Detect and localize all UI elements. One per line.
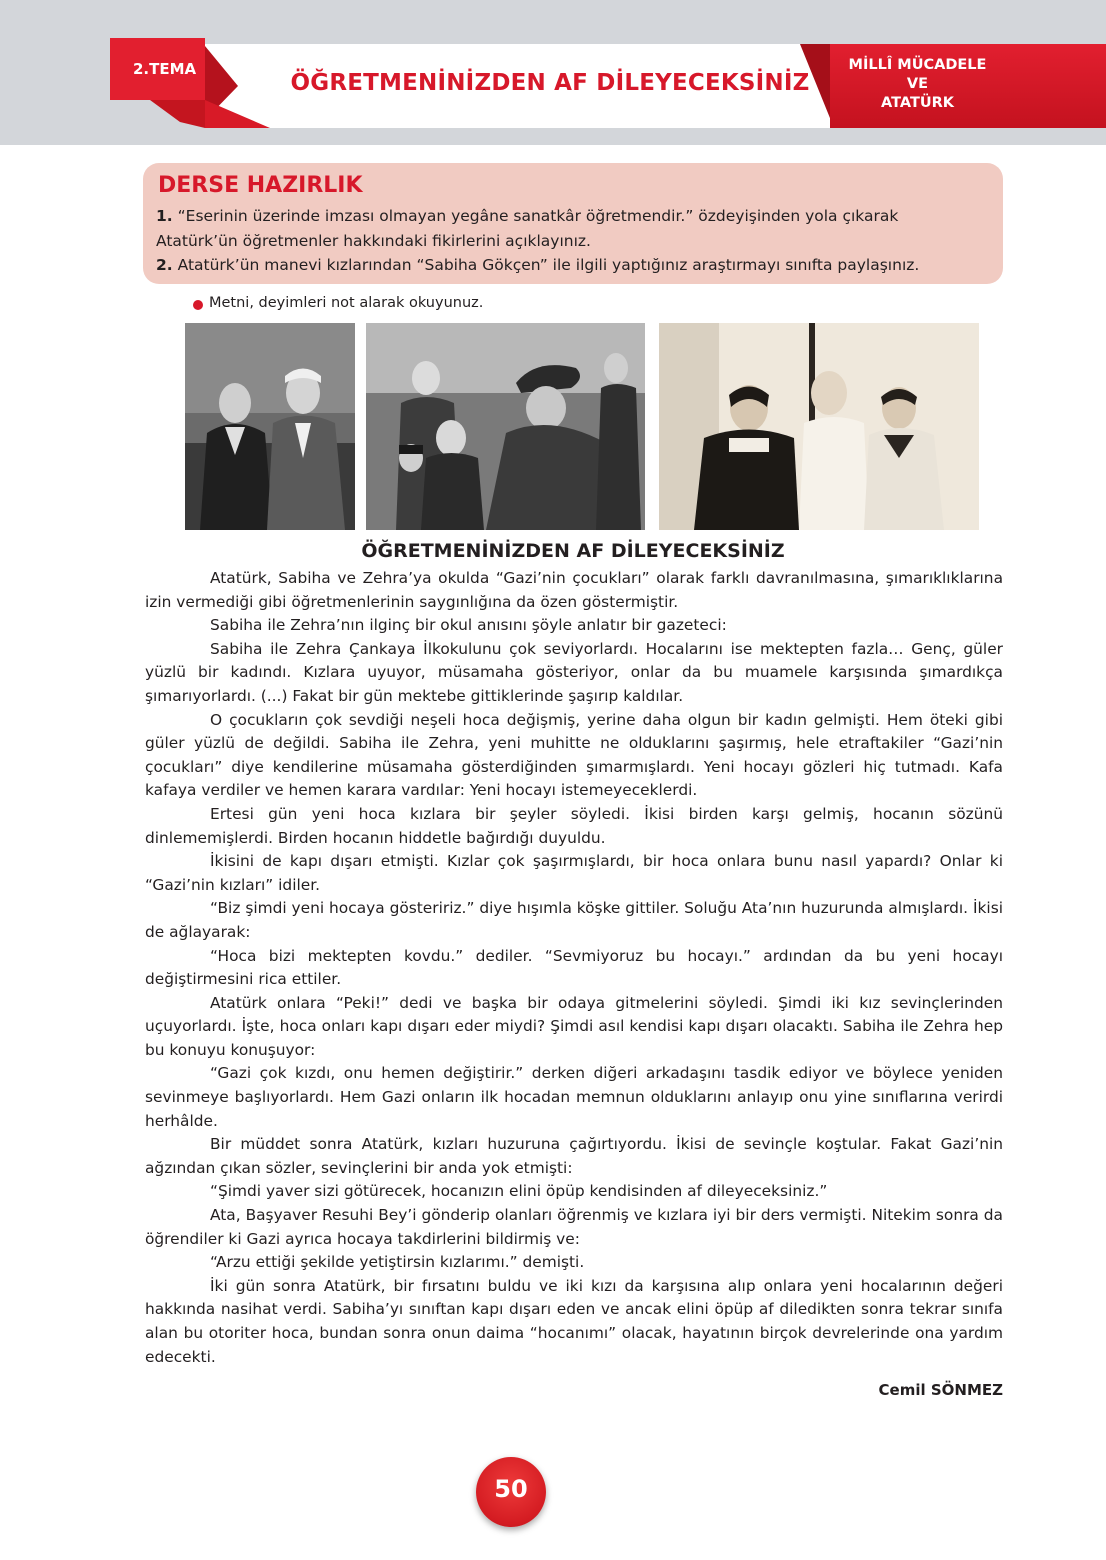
bullet-dot-icon: [193, 300, 203, 310]
story-paragraph: O çocukların çok sevdiği neşeli hoca değişmiş, yerine daha olgun bir kadın gelmişti. Hem öteki gibi güler yüzlü de değildi. Sabiha ile Zehra, yeni muhitte ne olduklarını şaşırmış, hele etraftakiler “Gazi’nin çocukları” diye kendilerine müsamaha gösterdiğinden şımarmışlardı. Yeni hocayı gözleri hiç tutmadı. Kafa kafaya verdiler ve hemen karara vardılar: Yeni hocayı istemeyeceklerdi.: [145, 710, 1003, 800]
reading-instruction: Metni, deyimleri not alarak okuyunuz.: [209, 295, 484, 311]
story-paragraph: Bir müddet sonra Atatürk, kızları huzuruna çağırtıyordu. İkisi de sevinçle koştular. Fakat Gazi’nin ağzından çıkan sözler, sevinçlerini bir anda yok etmişti:: [145, 1135, 1003, 1177]
photo-ataturk-with-children: [366, 323, 645, 530]
prep-q1-number: 1.: [156, 207, 173, 225]
photo-ataturk-on-boat: [659, 323, 979, 530]
story-paragraph: “Arzu ettiği şekilde yetiştirsin kızlarımı.” demişti.: [210, 1253, 585, 1272]
story-paragraph: “Biz şimdi yeni hocaya gösteririz.” diye hışımla köşke gittiler. Soluğu Ata’nın huzurunda almışlardı. İkisi de ağlayarak:: [145, 899, 1003, 941]
prep-q1-line2: Atatürk’ün öğretmenler hakkındaki fikirlerini açıklayınız.: [156, 232, 591, 250]
story-paragraph: Atatürk onlara “Peki!” dedi ve başka bir odaya gitmelerini söyledi. Şimdi iki kız sevinçlerinden uçuyorlardı. İşte, hoca onları kapı dışarı eder miydi? Şimdi asıl kendisi kapı dışarı olacaktı. Sabiha ile Zehra hep bu konuyu konuşuyor:: [145, 993, 1003, 1059]
story-title: ÖĞRETMENİNİZDEN AF DİLEYECEKSİNİZ: [361, 540, 785, 562]
prep-q2-number: 2.: [156, 256, 173, 274]
prep-title: DERSE HAZIRLIK: [158, 173, 363, 198]
story-paragraph: “Hoca bizi mektepten kovdu.” dediler. “Sevmiyoruz bu hocayı.” ardından da bu yeni hocayı değiştirmesini rica ettiler.: [145, 946, 1003, 989]
story-body: [145, 567, 1003, 1369]
unit-label-line2: VE: [906, 76, 929, 92]
prep-question-2: [156, 256, 919, 274]
story-paragraph: İkisini de kapı dışarı etmişti. Kızlar çok şaşırmışlardı, bir hoca onlara bunu nasıl yapardı? Onlar ki “Gazi’nin kızları” idiler.: [145, 852, 1003, 894]
story-paragraph: Atatürk, Sabiha ve Zehra’ya okulda “Gazi’nin çocukları” olarak farklı davranılmasına, şımarıklıklarına izin vermediği gibi öğretmenlerinin saygınlığına da özen göstermiştir.: [145, 569, 1003, 611]
unit-label-line3: ATATÜRK: [880, 95, 955, 111]
unit-label-line1: MİLLÎ MÜCADELE: [848, 57, 987, 73]
story-paragraph: “Gazi çok kızdı, onu hemen değiştirir.” derken diğeri arkadaşını tasdik ediyor ve böylece yeniden sevinmeye başlıyorlardı. Hem Gazi onların ilk hocadan memnun olduklarını anlayıp onu yine sınıflarına verirdi herhâlde.: [145, 1064, 1003, 1130]
story-paragraph: Sabiha ile Zehra’nın ilginç bir okul anısını şöyle anlatır bir gazeteci:: [210, 616, 727, 635]
story-paragraph: Ata, Başyaver Resuhi Bey’i gönderip olanları öğrenmiş ve kızlara iyi bir ders vermişti. Nitekim sonra da öğrendiler ki Gazi ayrıca hocaya takdirlerini bildirmiş ve:: [145, 1206, 1003, 1248]
prep-q2-line: Atatürk’ün manevi kızlarından “Sabiha Gökçen” ile ilgili yaptığınız araştırmayı sınıfta paylaşınız.: [177, 256, 920, 274]
prep-question-1: [156, 207, 898, 225]
story-paragraph: Sabiha ile Zehra Çankaya İlkokulunu çok seviyorlardı. Hocalarını ise mektepten fazla… Genç, güler yüzlü bir kadındı. Kızlara uyuyor, müsamaha gösteriyor, onlar da bu muamele karşısında şımardıkça şımarıyorlardı. (...) Fakat bir gün mektebe gittiklerinde şaşırıp kaldılar.: [145, 639, 1003, 705]
story-paragraph: “Şimdi yaver sizi götürecek, hocanızın elini öpüp kendisinden af dileyeceksiniz.”: [210, 1182, 828, 1201]
story-paragraph: İki gün sonra Atatürk, bir fırsatını buldu ve iki kızı da karşısına alıp onlara yeni hocalarının değeri hakkında nasihat verdi. Sabiha’yı sınıftan kapı dışarı eden ve ancak elini öpüp af diledikten sonra tekrar sınıfa alan bu otoriter hoca, bundan sonra onun daima “hocanımı” olacak, hayatının birçok devrelerinde ona yardım edecekti.: [145, 1276, 1003, 1366]
theme-label: 2.TEMA: [133, 60, 197, 78]
story-author: Cemil SÖNMEZ: [878, 1381, 1003, 1399]
photo-ataturk-with-daughter: [185, 323, 355, 530]
story-paragraph: Ertesi gün yeni hoca kızlara bir şeyler söyledi. İkisi birden karşı gelmiş, hocanın sözünü dinlememişlerdi. Birden hocanın hiddetle bağırdığı duyuldu.: [145, 804, 1003, 847]
page-number: 50: [494, 1475, 528, 1503]
prep-q1-line1: “Eserinin üzerinde imzası olmayan yegâne sanatkâr öğretmendir.” özdeyişinden yola çıkarak: [177, 207, 899, 225]
page-title: ÖĞRETMENİNİZDEN AF DİLEYECEKSİNİZ: [290, 70, 810, 96]
